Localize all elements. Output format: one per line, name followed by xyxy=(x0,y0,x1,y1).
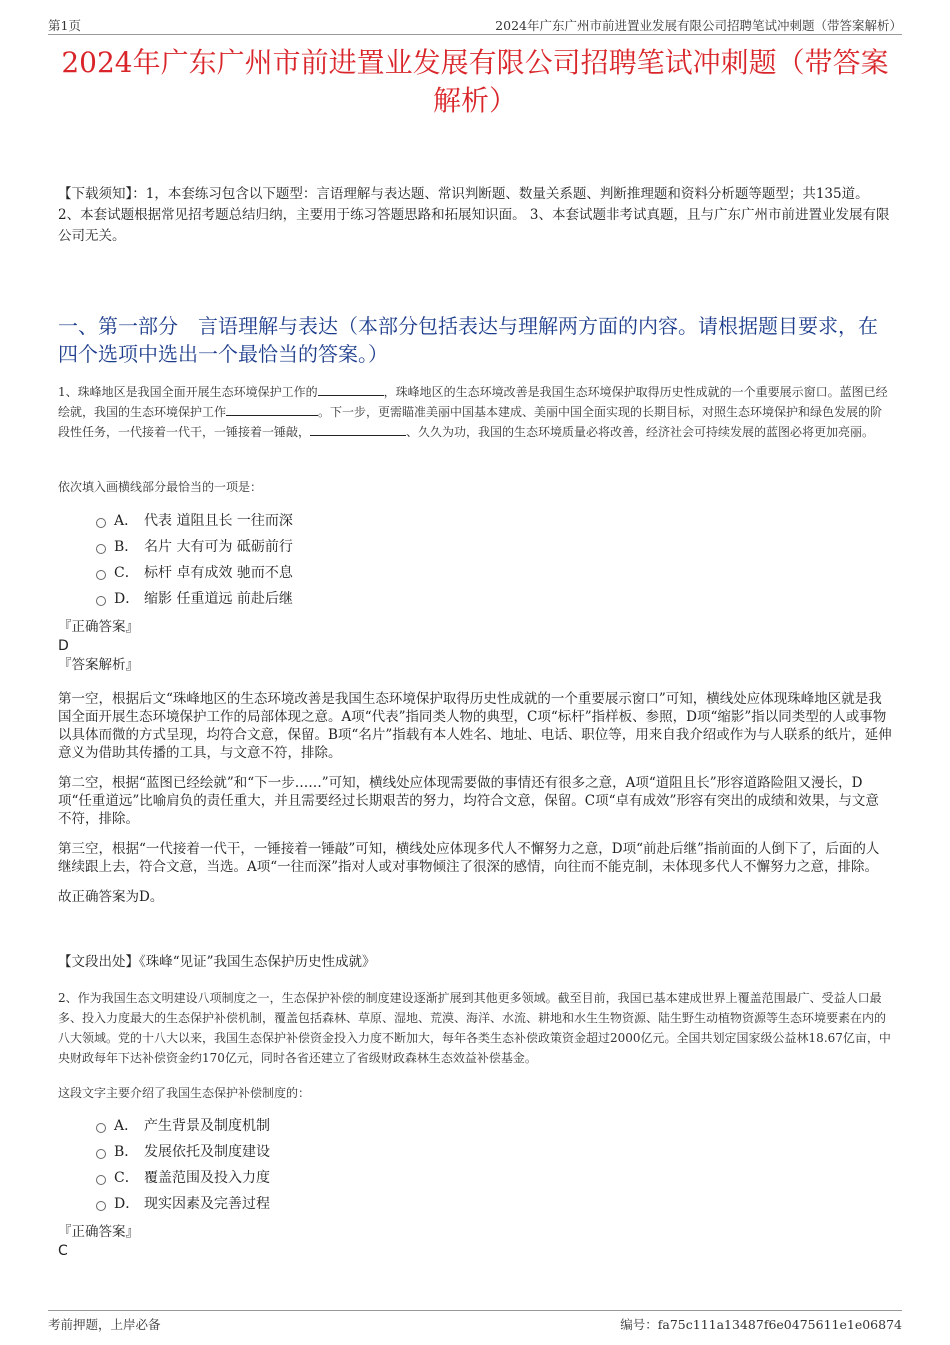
page-header xyxy=(48,14,902,35)
q1-analysis xyxy=(58,690,892,918)
document-title: 2024年广东广州市前进置业发展有限公司招聘笔试冲刺题（带答案解析） xyxy=(61,46,889,117)
q1-answer-value: D xyxy=(58,638,69,654)
analysis-paragraph: 第三空，根据“一代接着一代干，一锤接着一锤敲”可知，横线处应体现多代人不懈努力之意，D项“前赴后继”指前面的人倒下了，后面的人继续跟上去，符合文意，当选。A项“一往而深”指对人或对事物倾注了很深的感情，向往而不能克制，未体现多代人不懈努力之意，排除。 xyxy=(58,841,880,875)
q1-option-d[interactable]: D． 缩影 任重道远 前赴后继 xyxy=(96,586,496,612)
footer-doc-id: 编号：fa75c111a13487f6e0475611e1e06874 xyxy=(620,1317,902,1332)
q2-answer-block xyxy=(58,1223,892,1261)
q1-options xyxy=(96,508,496,612)
radio-icon[interactable] xyxy=(96,1175,106,1185)
q1-option-c[interactable]: C． 标杆 卓有成效 驰而不息 xyxy=(96,560,496,586)
q1-text-part4: 、久久为功，我国的生态环境质量必将改善，经济社会可持续发展的蓝图必将更加亮丽。 xyxy=(406,425,875,439)
question-1-text xyxy=(58,382,892,442)
q2-option-b[interactable]: B． 发展依托及制度建设 xyxy=(96,1139,496,1165)
radio-icon[interactable] xyxy=(96,570,106,580)
radio-icon[interactable] xyxy=(96,544,106,554)
q1-blank-3 xyxy=(310,423,406,436)
question-2-text: 2、作为我国生态文明建设八项制度之一，生态保护补偿的制度建设逐渐扩展到其他更多领域。截至目前，我国已基本建成世界上覆盖范围最广、受益人口最多、投入力度最大的生态保护补偿机制，覆盖包括森林、草原、湿地、荒漠、海洋、水流、耕地和水生生物资源、陆生野生动植物资源等生态环境要素在内的八大领域。党的十八大以来，我国生态保护补偿资金投入力度不断加大，每年各类生态补偿政策资金超过2000亿元。全国共划定国家级公益林18.67亿亩，中央财政每年下达补偿资金约170亿元，同时各省还建立了省级财政森林生态效益补偿基金。 xyxy=(58,991,891,1065)
q1-text-part2: ，珠峰地区的生态环境改善是我国生态环境保护取得历史性成就的一个重要展示窗口。蓝图已经绘就，我国的生态环境保护工作 xyxy=(58,385,888,419)
q1-source: 【文段出处】《珠峰“见证”我国生态保护历史性成就》 xyxy=(58,954,376,970)
analysis-paragraph: 第二空，根据“蓝图已经绘就”和“下一步……”可知，横线处应体现需要做的事情还有很多之意，A项“道阻且长”形容道路险阻又漫长，D项“任重道远”比喻肩负的责任重大，并且需要经过长期艰苦的努力，均符合文意，保留。C项“卓有成效”形容有突出的成绩和效果，与文意不符，排除。 xyxy=(58,775,879,827)
page-footer xyxy=(48,1310,902,1335)
q1-blank-2 xyxy=(226,403,318,416)
radio-icon[interactable] xyxy=(96,1149,106,1159)
q1-blank-1 xyxy=(318,383,384,396)
radio-icon[interactable] xyxy=(96,518,106,528)
q1-text-part3: 。下一步，更需瞄准美丽中国基本建成、美丽中国全面实现的长期目标，对照生态环境保护和绿色发展的阶段性任务，一代接着一代干，一锤接着一锤敲， xyxy=(58,405,883,439)
q2-option-a[interactable]: A． 产生背景及制度机制 xyxy=(96,1113,496,1139)
page-number: 第1页 xyxy=(48,18,81,33)
download-notice: 【下载须知】：1，本套练习包含以下题型：言语理解与表达题、常识判断题、数量关系题、判断推理题和资料分析题等题型；共135道。 2、本套试题根据常见招考题总结归纳，主要用于练习答题思路和拓展知识面。 3、本套试题非考试真题，且与广东广州市前进置业发展有限公司无关。 xyxy=(58,186,890,244)
q2-answer-value: C xyxy=(58,1243,68,1259)
q2-option-d[interactable]: D． 现实因素及完善过程 xyxy=(96,1191,496,1217)
radio-icon[interactable] xyxy=(96,596,106,606)
q1-prompt: 依次填入画横线部分最恰当的一项是： xyxy=(58,480,263,494)
radio-icon[interactable] xyxy=(96,1201,106,1211)
q1-answer-block xyxy=(58,618,892,675)
q2-option-c[interactable]: C． 覆盖范围及投入力度 xyxy=(96,1165,496,1191)
q1-answer-label: 『正确答案』 xyxy=(58,619,139,635)
header-doc-name: 2024年广东广州市前进置业发展有限公司招聘笔试冲刺题（带答案解析） xyxy=(495,18,902,33)
q2-options xyxy=(96,1113,496,1217)
radio-icon[interactable] xyxy=(96,1123,106,1133)
q1-text-part1: 1、珠峰地区是我国全面开展生态环境保护工作的 xyxy=(58,385,318,399)
q2-answer-label: 『正确答案』 xyxy=(58,1224,139,1240)
analysis-paragraph: 第一空，根据后文“珠峰地区的生态环境改善是我国生态环境保护取得历史性成就的一个重要展示窗口”可知，横线处应体现珠峰地区就是我国全面开展生态环境保护工作的局部体现之意。A项“代表”指同类人物的典型，C项“标杆”指样板、参照，D项“缩影”指以同类型的人或事物以具体而微的方式呈现，均符合文意，保留。B项“名片”指载有本人姓名、地址、电话、职位等，用来自我介绍或作为与人联系的纸片，延伸意义为借助其传播的工具，与文意不符，排除。 xyxy=(58,691,892,761)
analysis-conclusion: 故正确答案为D。 xyxy=(58,889,164,905)
q1-option-a[interactable]: A． 代表 道阻且长 一往而深 xyxy=(96,508,496,534)
q1-analysis-label: 『答案解析』 xyxy=(58,657,139,673)
q1-option-b[interactable]: B． 名片 大有可为 砥砺前行 xyxy=(96,534,496,560)
q2-prompt: 这段文字主要介绍了我国生态保护补偿制度的： xyxy=(58,1086,311,1100)
section-title: 一、第一部分 言语理解与表达（本部分包括表达与理解两方面的内容。请根据题目要求，在四个选项中选出一个最恰当的答案。） xyxy=(58,314,878,366)
footer-slogan: 考前押题，上岸必备 xyxy=(48,1317,161,1332)
